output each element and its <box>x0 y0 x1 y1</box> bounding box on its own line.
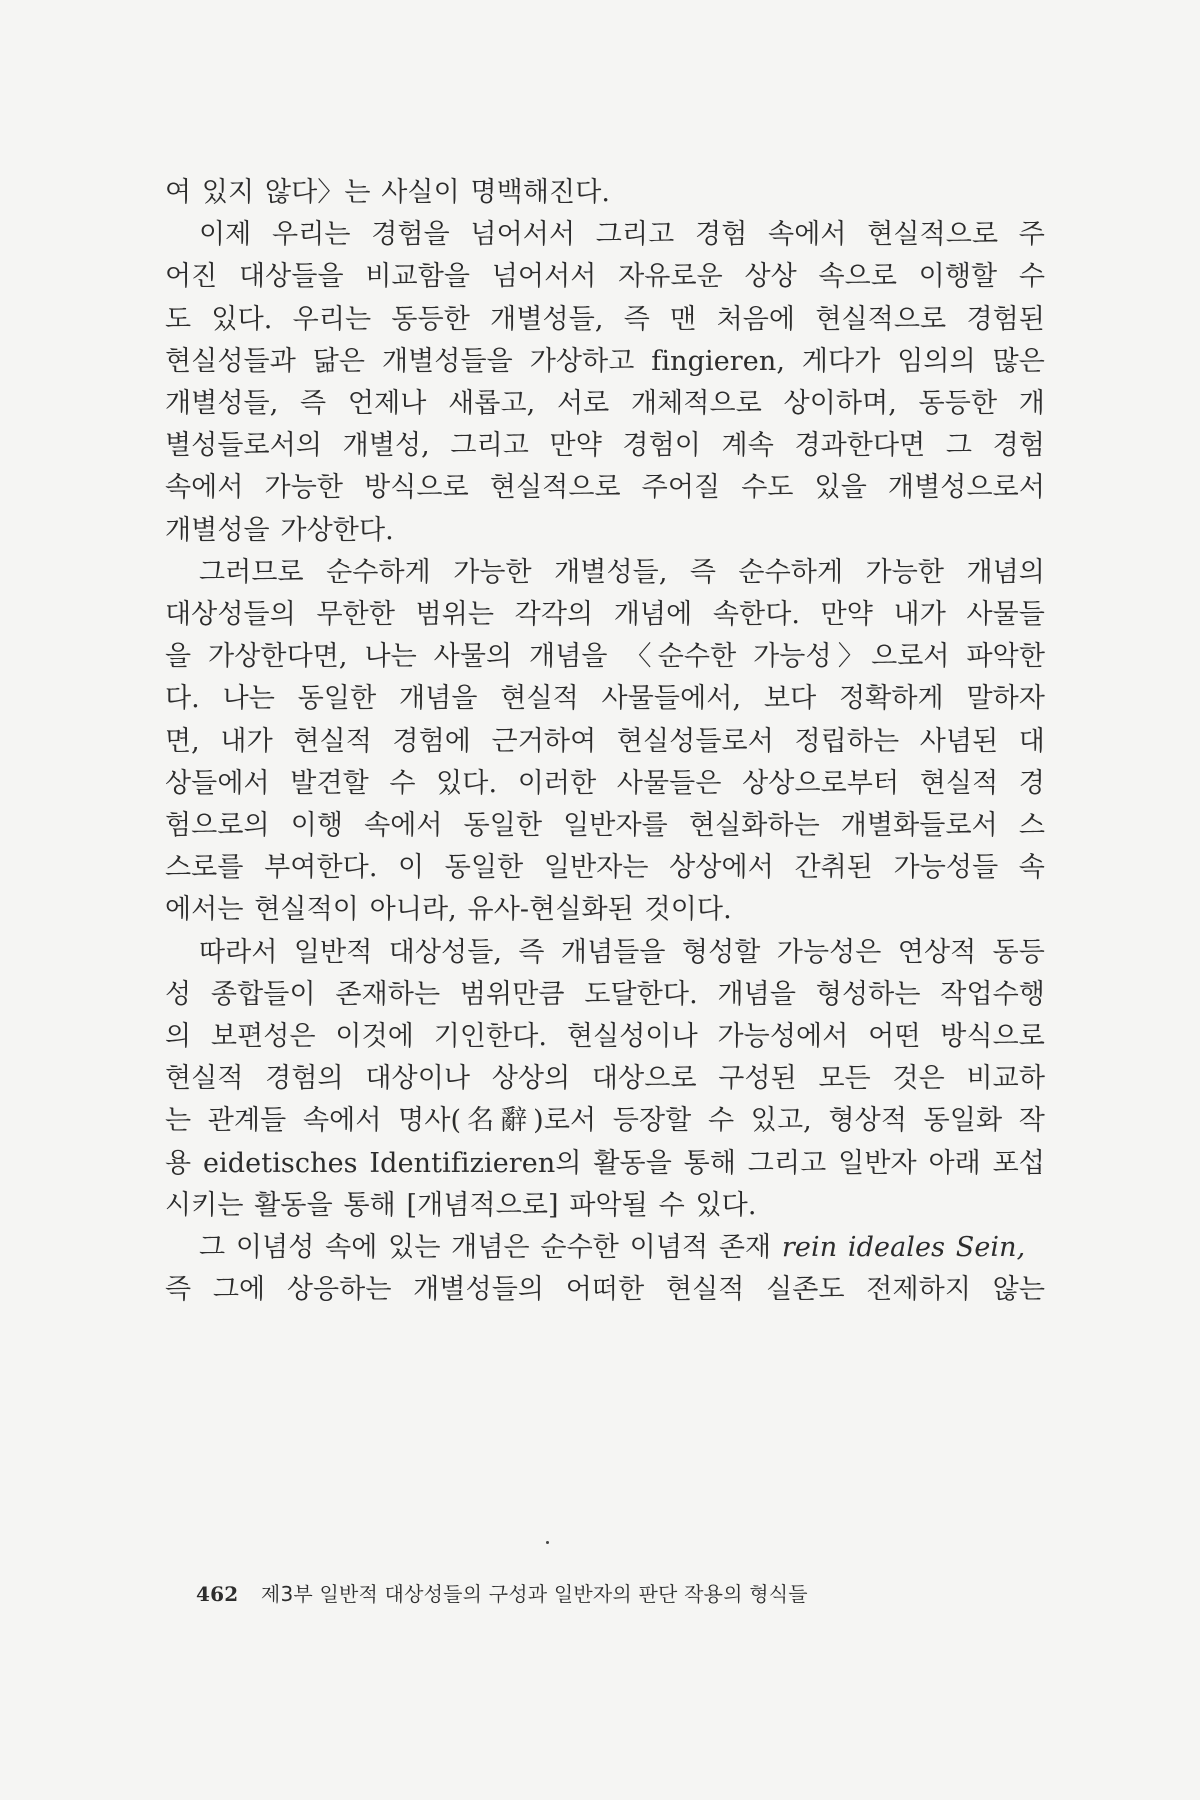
text-line: 별성들로서의 개별성, 그리고 만약 경험이 계속 경과한다면 그 경험 <box>165 430 1045 462</box>
text-line <box>165 1227 1045 1269</box>
page-footer <box>196 1578 808 1607</box>
text-line: 스로를 부여한다. 이 동일한 일반자는 상상에서 간취된 가능성들 속 <box>165 852 1045 884</box>
text-line: 여 있지 않다〉는 사실이 명백해진다. <box>165 177 611 208</box>
text-line: 도 있다. 우리는 동등한 개별성들, 즉 맨 처음에 현실적으로 경험된 <box>165 303 1045 335</box>
text-line: 현실적 경험의 대상이나 상상의 대상으로 구성된 모든 것은 비교하 <box>165 1063 1045 1095</box>
text-line: 을 가상한다면, 나는 사물의 개념을 〈순수한 가능성〉으로서 파악한 <box>165 641 1045 673</box>
text-line: 따라서 일반적 대상성들, 즉 개념들을 형성할 가능성은 연상적 동등 <box>199 936 1045 968</box>
text-line: 이제 우리는 경험을 넘어서서 그리고 경험 속에서 현실적으로 주 <box>199 219 1045 251</box>
text-line: 현실성들과 닮은 개별성들을 가상하고 fingieren, 게다가 임의의 많은 <box>165 345 1045 377</box>
text-line: 는 관계들 속에서 명사(名辭)로서 등장할 수 있고, 형상적 동일화 작 <box>165 1105 1045 1137</box>
text-line: 용 eidetisches Identifizieren의 활동을 통해 그리고 일반자 아래 포섭 <box>165 1147 1045 1179</box>
text-line: 그러므로 순수하게 가능한 개별성들, 즉 순수하게 가능한 개념의 <box>199 556 1045 588</box>
text-line: 상들에서 발견할 수 있다. 이러한 사물들은 상상으로부터 현실적 경 <box>165 767 1045 799</box>
text-line: 대상성들의 무한한 범위는 각각의 개념에 속한다. 만약 내가 사물들 <box>165 599 1045 631</box>
text-line: 속에서 가능한 방식으로 현실적으로 주어질 수도 있을 개별성으로서 <box>165 472 1045 504</box>
text-line: 의 보편성은 이것에 기인한다. 현실성이나 가능성에서 어떤 방식으로 <box>165 1021 1045 1053</box>
text-line: 개별성들, 즉 언제나 새롭고, 서로 개체적으로 상이하며, 동등한 개 <box>165 388 1045 420</box>
foreign-term: rein ideales Sein, <box>781 1232 1026 1264</box>
text-line: 다. 나는 동일한 개념을 현실적 사물들에서, 보다 정확하게 말하자 <box>165 683 1045 715</box>
text-line: 어진 대상들을 비교함을 넘어서서 자유로운 상상 속으로 이행할 수 <box>165 261 1045 293</box>
running-title: 제3부 일반적 대상성들의 구성과 일반자의 판단 작용의 형식들 <box>260 1582 808 1606</box>
text-line: 즉 그에 상응하는 개별성들의 어떠한 현실적 실존도 전제하지 않는 <box>165 1274 1045 1306</box>
text-line: 면, 내가 현실적 경험에 근거하여 현실성들로서 정립하는 사념된 대 <box>165 725 1045 757</box>
print-mark <box>546 1541 549 1544</box>
text-line: 개별성을 가상한다. <box>165 514 394 546</box>
text-line: 험으로의 이행 속에서 동일한 일반자를 현실화하는 개별화들로서 스 <box>165 810 1045 842</box>
text-line: 에서는 현실적이 아니라, 유사-현실화된 것이다. <box>165 894 732 926</box>
body-text <box>165 172 1045 1311</box>
text-line: 시키는 활동을 통해 [개념적으로] 파악될 수 있다. <box>165 1189 757 1221</box>
text-line: 성 종합들이 존재하는 범위만큼 도달한다. 개념을 형성하는 작업수행 <box>165 978 1045 1010</box>
text-line-start: 그 이념성 속에 있는 개념은 순수한 이념적 존재 <box>199 1232 782 1264</box>
page-number: 462 <box>196 1582 239 1606</box>
